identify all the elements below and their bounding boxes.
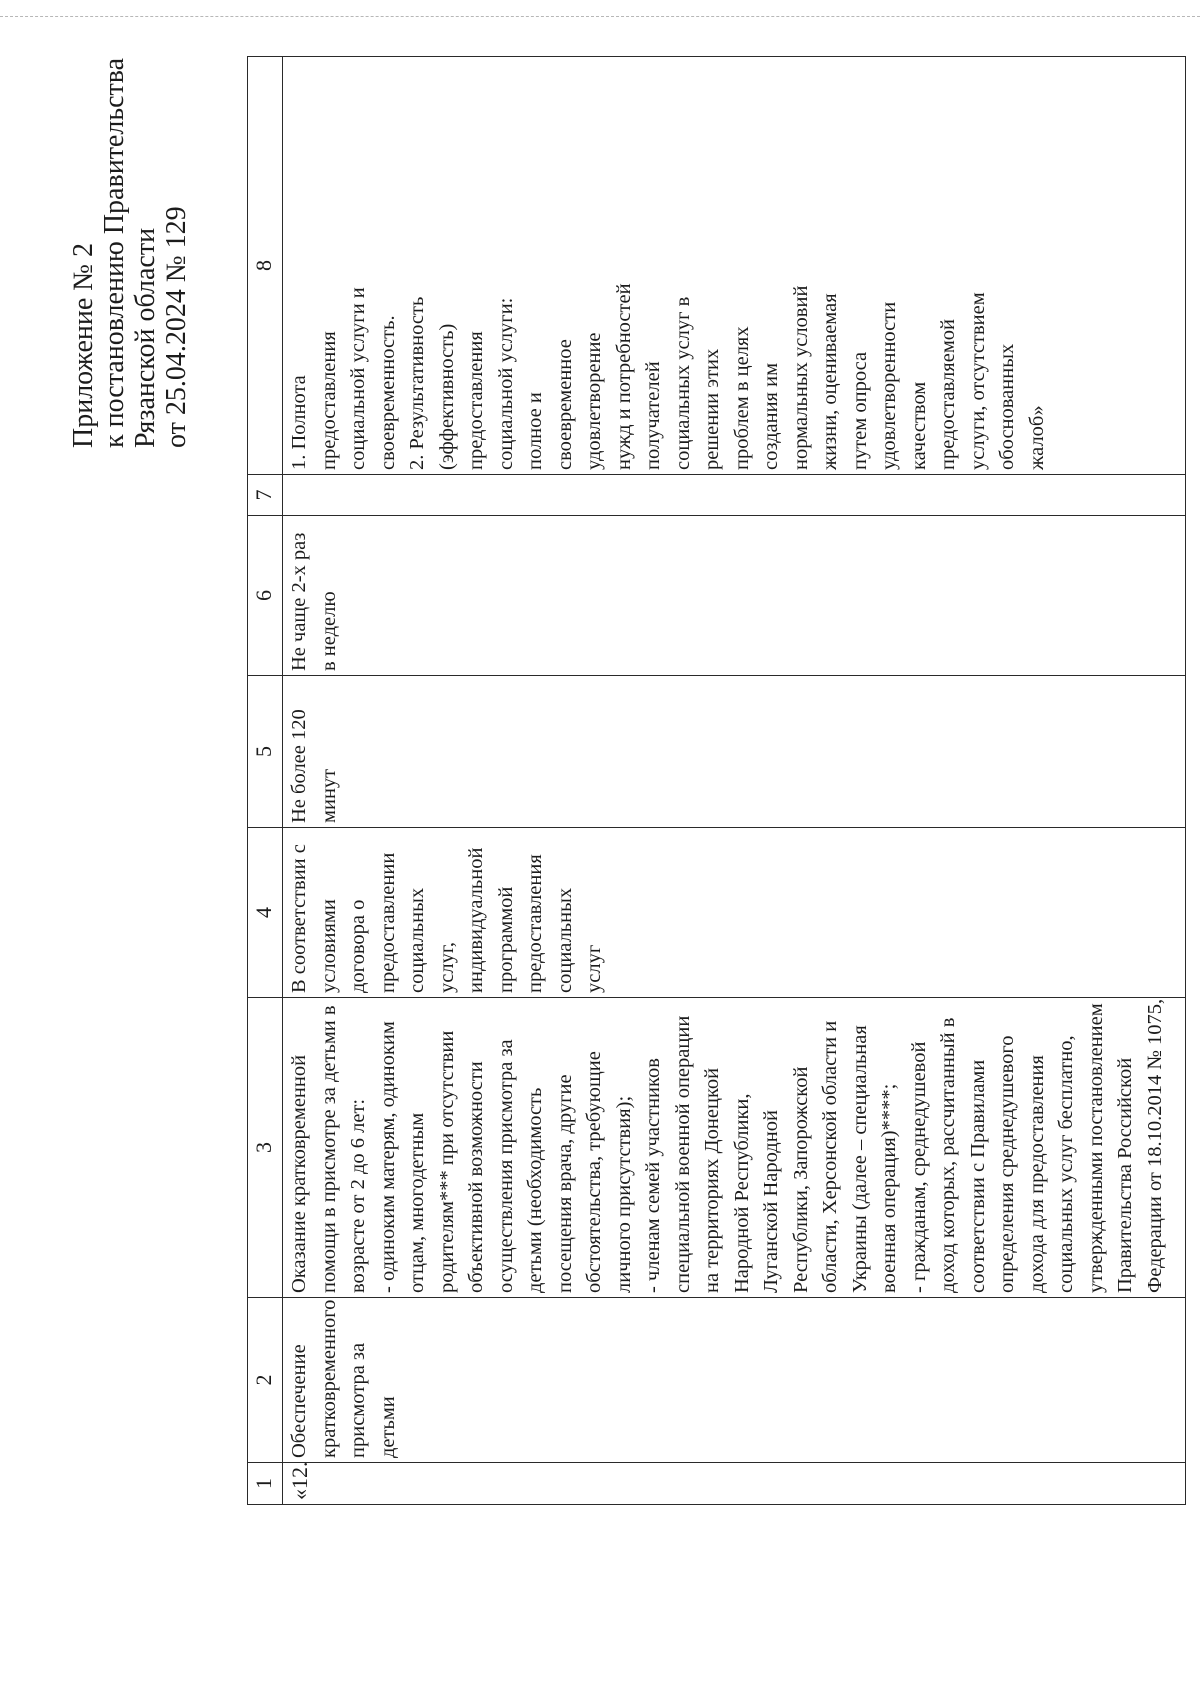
cell-line: предоставлении [376,852,399,993]
services-table [247,56,1186,1505]
cell-line: Не чаще 2-х раз [288,532,310,671]
cell-line: области, Херсонской области и [819,1020,841,1293]
cell-line: в неделю [317,591,340,671]
cell-line: родителям*** при отсутствии [435,1030,458,1293]
cell-line: В соответствии с [288,844,310,993]
cell-line: возрасте от 2 до 6 лет: [347,1098,369,1293]
cell-line: услуг [583,944,605,993]
cell-line: предоставления [524,854,546,993]
cell-line: соответствии с Правилами [966,1059,989,1293]
cell-line: Украины (далее – специальная [848,1025,871,1293]
cell-line: доход которых, рассчитанный в [937,1017,959,1293]
cell-line: своевременное [553,339,576,470]
cell-line: личного присутствия); [612,1095,635,1293]
service-description-cell [283,998,1186,1298]
cell-line: - гражданам, среднедушевой [907,1041,930,1293]
cell-line: Народной Республики, [730,1093,753,1293]
cell-line: путем опроса [848,351,871,470]
cell-line: Не более 120 [288,709,310,823]
table-row [283,57,1186,1505]
cell-line: предоставления [317,331,340,470]
cell-line: качеством [907,381,930,470]
service-frequency-cell [283,516,1186,676]
column-number-row [248,57,283,1505]
cell-line: жизни, оцениваемая [819,293,841,470]
cell-line: социальных [406,887,428,993]
cell-line: определения среднедушевого [996,1035,1018,1293]
column-header-4: 4 [248,828,283,998]
cell-line: проблем в целях [730,326,753,470]
cell-line: 2. Результативность [406,296,428,470]
cell-line: отцам, многодетным [406,1112,428,1293]
cell-line: посещения врача, другие [553,1074,576,1293]
cell-line: обстоятельства, требующие [583,1051,605,1293]
cell-line: обоснованных [996,343,1018,470]
column-header-5: 5 [248,676,283,828]
cell-line: помощи в присмотре за детьми в [317,1005,340,1293]
cell-line: утвержденными постановлением [1084,1003,1107,1293]
cell-line: нужд и потребностей [612,283,635,470]
cell-line: (эффективность) [435,323,458,470]
cell-line: создания им [760,362,782,470]
service-duration-cell [283,676,1186,828]
cell-line: детьми [376,1396,399,1458]
cell-line: Луганской Народной [760,1110,782,1293]
cell-line: социальных услуг в [671,296,694,470]
cell-line: социальных [553,887,576,993]
cell-line: Федерации от 18.10.2014 № 1075, [1143,998,1166,1293]
column-header-3: 3 [248,998,283,1298]
cell-line: своевременность. [376,315,399,470]
cell-line: осуществления присмотра за [494,1039,517,1293]
cell-line: предоставления [465,331,487,470]
cell-line: социальных услуг бесплатно, [1055,1035,1077,1293]
cell-line: - членам семей участников [642,1058,664,1293]
cell-line: удовлетворение [583,332,605,470]
cell-line: присмотра за [347,1342,369,1458]
cell-line: условиями [317,899,340,993]
cell-line: предоставляемой [937,318,959,470]
cell-line: жалоб» [1025,405,1048,470]
quality-indicators-cell [283,57,1186,475]
cell-line: дохода для предоставления [1025,1055,1048,1293]
column-header-6: 6 [248,516,283,676]
cell-line: на территориях Донецкой [701,1067,723,1293]
cell-line: полное и [524,392,546,470]
cell-line: 1. Полнота [288,375,310,470]
appendix-number: Приложение № 2 [68,243,99,448]
cell-line: Обеспечение [288,1344,310,1458]
cell-line: социальной услуги: [494,297,517,470]
cell-line: - одиноким матерям, одиноким [376,1021,399,1293]
cell-line: детьми (необходимость [524,1087,546,1293]
cell-line: договора о [347,899,369,993]
column-header-8: 8 [248,57,283,475]
resolution-date-number: от 25.04.2024 № 129 [161,206,192,448]
empty-cell-7 [283,475,1186,516]
cell-line: удовлетворенности [878,301,900,470]
column-header-1: 1 [248,1463,283,1505]
cell-line: услуг, [435,941,458,993]
cell-line: объективной возможности [465,1061,487,1293]
row-number: «12. [283,1463,1186,1505]
cell-line: специальной военной операции [671,1015,694,1293]
cell-line: услуги, отсутствием [966,292,989,470]
cell-line: военная операция)****; [878,1083,900,1293]
resolution-reference: к постановлению Правительства [99,57,130,448]
column-header-7: 7 [248,475,283,516]
cell-line: социальной услуги и [347,287,369,470]
cell-line: нормальных условий [789,285,812,470]
cell-line: Правительства Российской [1114,1057,1136,1293]
cell-line: Оказание кратковременной [288,1054,310,1293]
cell-line: программой [494,886,517,993]
cell-line: решении этих [701,348,723,470]
cell-line: Республики, Запорожской [789,1066,812,1293]
service-terms-cell [283,828,1186,998]
cell-line: кратковременного [317,1299,340,1458]
cell-line: индивидуальной [465,847,487,993]
service-name-cell [283,1298,1186,1463]
appendix-header [68,48,192,448]
cell-line: минут [317,768,340,823]
cell-line: получателей [642,361,664,470]
region-name: Рязанской области [130,227,161,448]
column-header-2: 2 [248,1298,283,1463]
